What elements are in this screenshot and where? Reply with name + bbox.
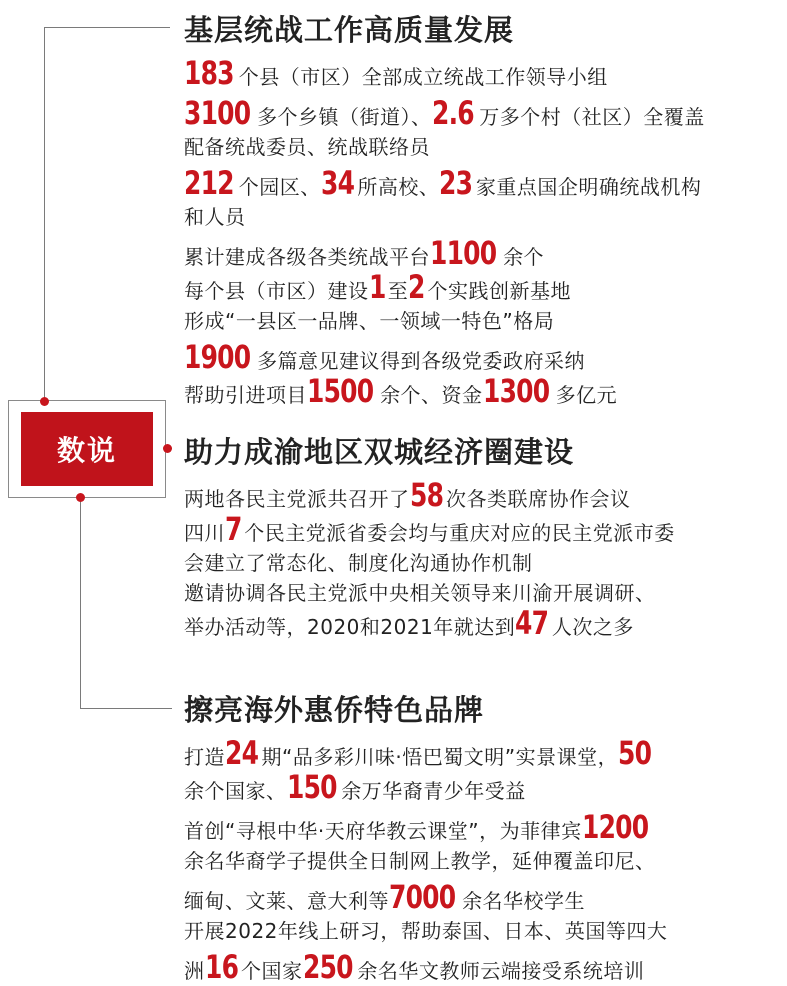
fact-line (184, 234, 784, 272)
fact-text: 个实践创新基地 (427, 279, 572, 303)
fact-line (184, 578, 784, 608)
fact-line (184, 476, 784, 514)
fact-text: 万多个村（社区）全覆盖 (479, 105, 705, 129)
fact-text: 余名华校学生 (462, 889, 586, 913)
stat-number: 58 (409, 476, 443, 514)
section-body-grassroots (184, 54, 784, 410)
fact-line (184, 916, 784, 946)
stat-number: 23 (439, 164, 473, 202)
fact-line (184, 164, 784, 202)
fact-text: 余万华裔青少年受益 (341, 779, 526, 803)
connector-dot-top (40, 397, 49, 406)
stat-number: 1100 (430, 234, 497, 272)
stat-number: 250 (302, 948, 353, 986)
fact-line (184, 878, 784, 916)
fact-line (184, 768, 784, 806)
connector-bottom-vertical (80, 498, 81, 709)
section-body-overseas (184, 734, 784, 986)
connector-bottom-horizontal (80, 708, 172, 709)
fact-text: 余个 (503, 245, 545, 269)
fact-text: 首创“寻根中华·天府华教云课堂”，为菲律宾 (184, 819, 582, 843)
stat-number: 2.6 (431, 94, 474, 132)
fact-text: 所高校、 (357, 175, 440, 199)
fact-text: 个国家 (241, 959, 303, 983)
stat-number: 16 (204, 948, 238, 986)
fact-text: 余名华裔学子提供全日制网上教学，延伸覆盖印尼、 (184, 849, 656, 873)
fact-text: 多篇意见建议得到各级党委政府采纳 (257, 349, 586, 373)
fact-text: 家重点国企明确统战机构 (475, 175, 702, 199)
stat-number: 1900 (184, 338, 251, 376)
fact-text: 每个县（市区）建设 (184, 279, 369, 303)
fact-text: 两地各民主党派共召开了 (184, 487, 410, 511)
fact-text: 个县（市区）全部成立统战工作领导小组 (238, 65, 608, 89)
fact-text: 个园区、 (238, 175, 321, 199)
fact-text: 配备统战委员、统战联络员 (184, 135, 430, 159)
fact-line (184, 372, 784, 410)
badge-frame (8, 400, 166, 498)
fact-text: 打造 (184, 745, 225, 769)
stat-number: 34 (320, 164, 354, 202)
stat-number: 1 (368, 268, 386, 306)
fact-line (184, 306, 784, 336)
fact-line (184, 510, 784, 548)
fact-text: 多亿元 (555, 383, 618, 407)
stat-number: 1500 (307, 372, 374, 410)
fact-line (184, 604, 784, 642)
stat-number: 212 (184, 164, 234, 202)
fact-text: 多个乡镇（街道）、 (257, 105, 432, 129)
stat-number: 7 (225, 510, 242, 548)
connector-top-vertical (44, 27, 45, 402)
fact-line (184, 132, 784, 162)
connector-dot-right (163, 444, 172, 453)
fact-line (184, 548, 784, 578)
fact-text: 至 (387, 279, 409, 303)
fact-text: 余个国家、 (184, 779, 287, 803)
stat-number: 1300 (482, 372, 549, 410)
section-title-chengyu: 助力成渝地区双城经济圈建设 (184, 435, 575, 469)
fact-text: 举办活动等，2020和2021年就达到 (184, 615, 516, 639)
stat-number: 1200 (581, 808, 648, 846)
badge-label: 数说 (21, 412, 153, 486)
stat-number: 2 (408, 268, 425, 306)
fact-text: 洲 (184, 959, 205, 983)
fact-text: 余名华文教师云端接受系统培训 (357, 959, 645, 983)
section-title-grassroots: 基层统战工作高质量发展 (184, 13, 515, 47)
fact-line (184, 54, 784, 92)
fact-text: 累计建成各级各类统战平台 (184, 245, 430, 269)
fact-line (184, 202, 784, 232)
fact-text: 帮助引进项目 (184, 383, 307, 407)
section-title-overseas: 擦亮海外惠侨特色品牌 (184, 693, 485, 727)
fact-text: 余个、资金 (380, 383, 483, 407)
stat-number: 47 (515, 604, 549, 642)
fact-line (184, 846, 784, 876)
stat-number: 24 (225, 734, 259, 772)
stat-number: 7000 (389, 878, 456, 916)
fact-text: 会建立了常态化、制度化沟通协作机制 (184, 551, 533, 575)
fact-text: 人次之多 (551, 615, 634, 639)
fact-line (184, 808, 784, 846)
fact-text: 和人员 (184, 205, 246, 229)
fact-text: 形成“一县区一品牌、一领域一特色”格局 (184, 309, 555, 333)
stat-number: 50 (618, 734, 652, 772)
fact-line (184, 268, 784, 306)
stat-number: 183 (184, 54, 234, 92)
fact-text: 邀请协调各民主党派中央相关领导来川渝开展调研、 (184, 581, 656, 605)
fact-text: 四川 (184, 521, 225, 545)
fact-line (184, 948, 784, 986)
stat-number: 150 (286, 768, 337, 806)
section-body-chengyu (184, 476, 784, 642)
fact-line (184, 734, 784, 772)
fact-line (184, 338, 784, 376)
fact-text: 个民主党派省委会均与重庆对应的民主党派市委 (244, 521, 675, 545)
connector-dot-bottom (76, 493, 85, 502)
fact-text: 缅甸、文莱、意大利等 (184, 889, 389, 913)
fact-line (184, 94, 784, 132)
connector-top-horizontal (44, 27, 170, 28)
fact-text: 开展2022年线上研习，帮助泰国、日本、英国等四大 (184, 919, 668, 943)
fact-text: 期“品多彩川味·悟巴蜀文明”实景课堂， (261, 745, 619, 769)
stat-number: 3100 (184, 94, 251, 132)
fact-text: 次各类联席协作会议 (446, 487, 631, 511)
